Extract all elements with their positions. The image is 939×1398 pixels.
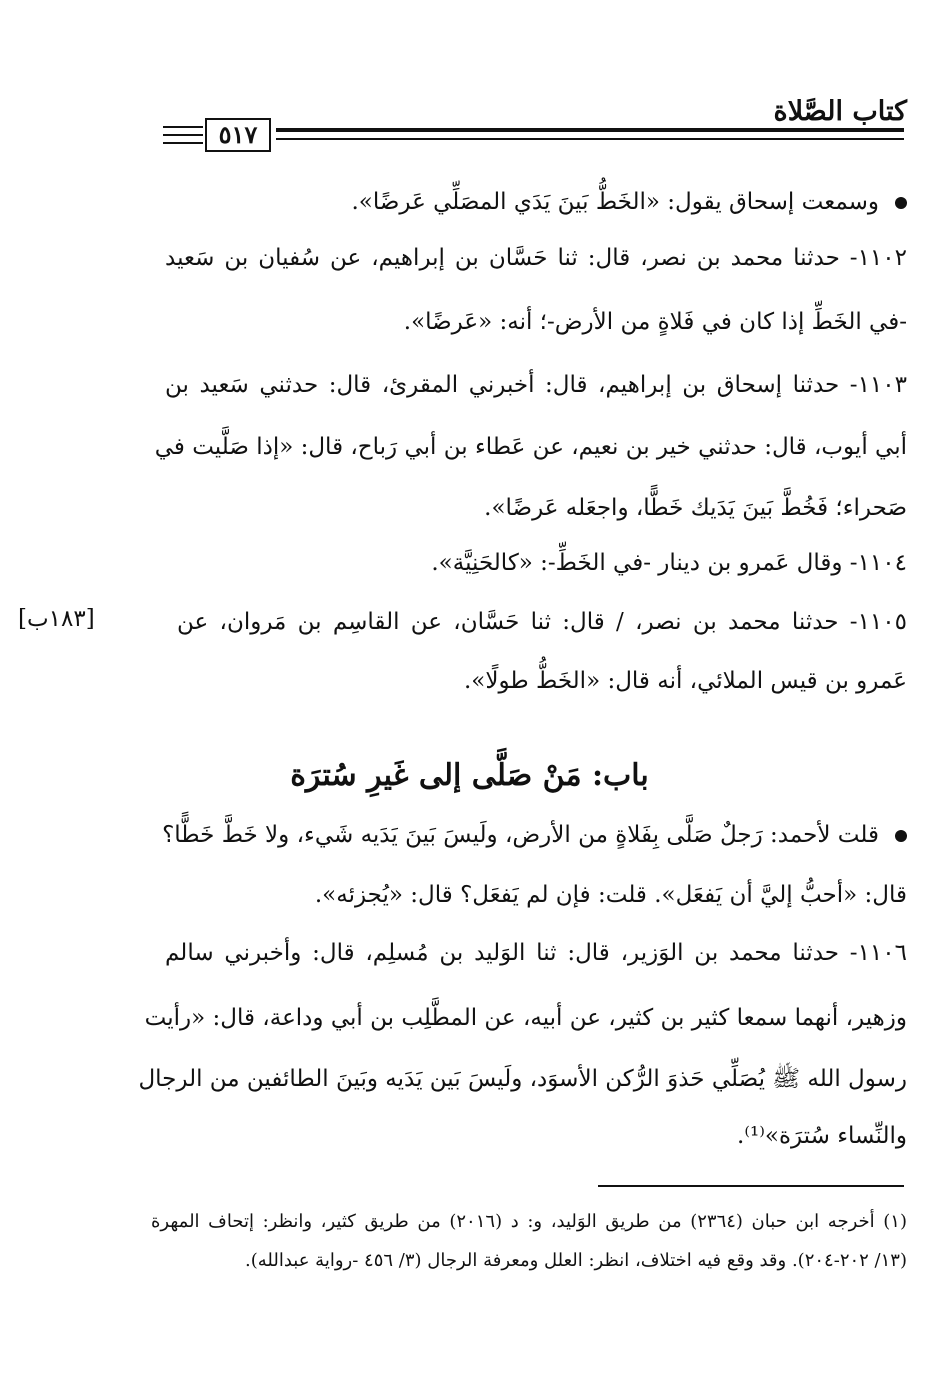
bullet-icon [895, 830, 907, 842]
text-line: عَمرو بن قيس الملائي، أنه قال: «الخَطُّ طولًا». [464, 668, 907, 694]
bullet-icon [895, 197, 907, 209]
text-line: والنِّساء سُترَة»⁽¹⁾. [737, 1123, 907, 1149]
text-line: صَحراء؛ فَخُطَّ بَينَ يَدَيك خَطًّا، واجعَله عَرضًا». [484, 495, 907, 521]
manuscript-folio-marker: [١٨٣ب] [18, 606, 95, 632]
text-line: ١١٠٢- حدثنا محمد بن نصر، قال: ثنا حَسَّان بن إبراهيم، عن سُفيان بن سَعيد [165, 245, 907, 271]
page-number: ٥١٧ [205, 118, 271, 152]
text-line: وسمعت إسحاق يقول: «الخَطُّ بَينَ يَدَي المصَلِّي عَرضًا». [165, 187, 907, 217]
text-line: قال: «أحبُّ إليَّ أن يَفعَل». قلت: فإن لم يَفعَل؟ قال: «يُجزئه». [314, 882, 907, 908]
text-line: -في الخَطِّ إذا كان في فَلاةٍ من الأرض-؛ أنه: «عَرضًا». [403, 309, 907, 335]
text-line: قلت لأحمد: رَجلٌ صَلَّى بِفَلاةٍ من الأرض، ولَيسَ بَينَ يَدَيه شَيء، ولا خَطَّ خَطًّا؟ [165, 820, 907, 850]
chapter-heading: باب: مَنْ صَلَّى إلى غَيرِ سُترَة [290, 758, 649, 793]
header-rule-thick-right [276, 128, 904, 132]
text-line: ١١٠٣- حدثنا إسحاق بن إبراهيم، قال: أخبرني المقرئ، قال: حدثني سَعيد بن [165, 372, 907, 398]
running-header-title: كتاب الصَّلاة [773, 96, 907, 127]
text-line: ١١٠٥- حدثنا محمد بن نصر، / قال: ثنا حَسَّان، عن القاسِم بن مَروان، عن [177, 609, 907, 635]
text-line: رسول الله ﷺ يُصَلِّي حَذوَ الرُّكن الأسوَد، ولَيسَ بَين يَدَيه وبَينَ الطائفين من الرجال [138, 1066, 907, 1092]
footnote-line: (١٣/ ٢٠٢-٢٠٤). وقد وقع فيه اختلاف، انظر: العلل ومعرفة الرجال (٣/ ٤٥٦ -رواية عبدالله). [245, 1250, 907, 1271]
text-line: وزهير، أنهما سمعا كثير بن كثير، عن أبيه، عن المطَّلِب بن أبي وداعة، قال: «رأيت [144, 1005, 907, 1031]
text-line: ١١٠٦- حدثنا محمد بن الوَزير، قال: ثنا الوَليد بن مُسلِم، قال: وأخبرني سالم [165, 940, 907, 966]
footnote-line: (١) أخرجه ابن حبان (٢٣٦٤) من طريق الوَليد، و: د (٢٠١٦) من طريق كثير، وانظر: إتحاف المهرة [151, 1211, 907, 1232]
header-rule-thin-left-1 [163, 126, 203, 128]
text-line: ١١٠٤- وقال عَمرو بن دينار -في الخَطِّ-: «كالحَنِيَّة». [431, 550, 907, 576]
text-line: أبي أيوب، قال: حدثني خير بن نعيم، عن عَطاء بن أبي رَباح، قال: «إذا صَلَّيت في [154, 434, 907, 460]
header-rule-thin-left-2 [163, 134, 203, 136]
header-rule-thin-left-3 [163, 142, 203, 144]
header-rule-thin-right [276, 138, 904, 140]
footnote-separator [598, 1185, 904, 1187]
